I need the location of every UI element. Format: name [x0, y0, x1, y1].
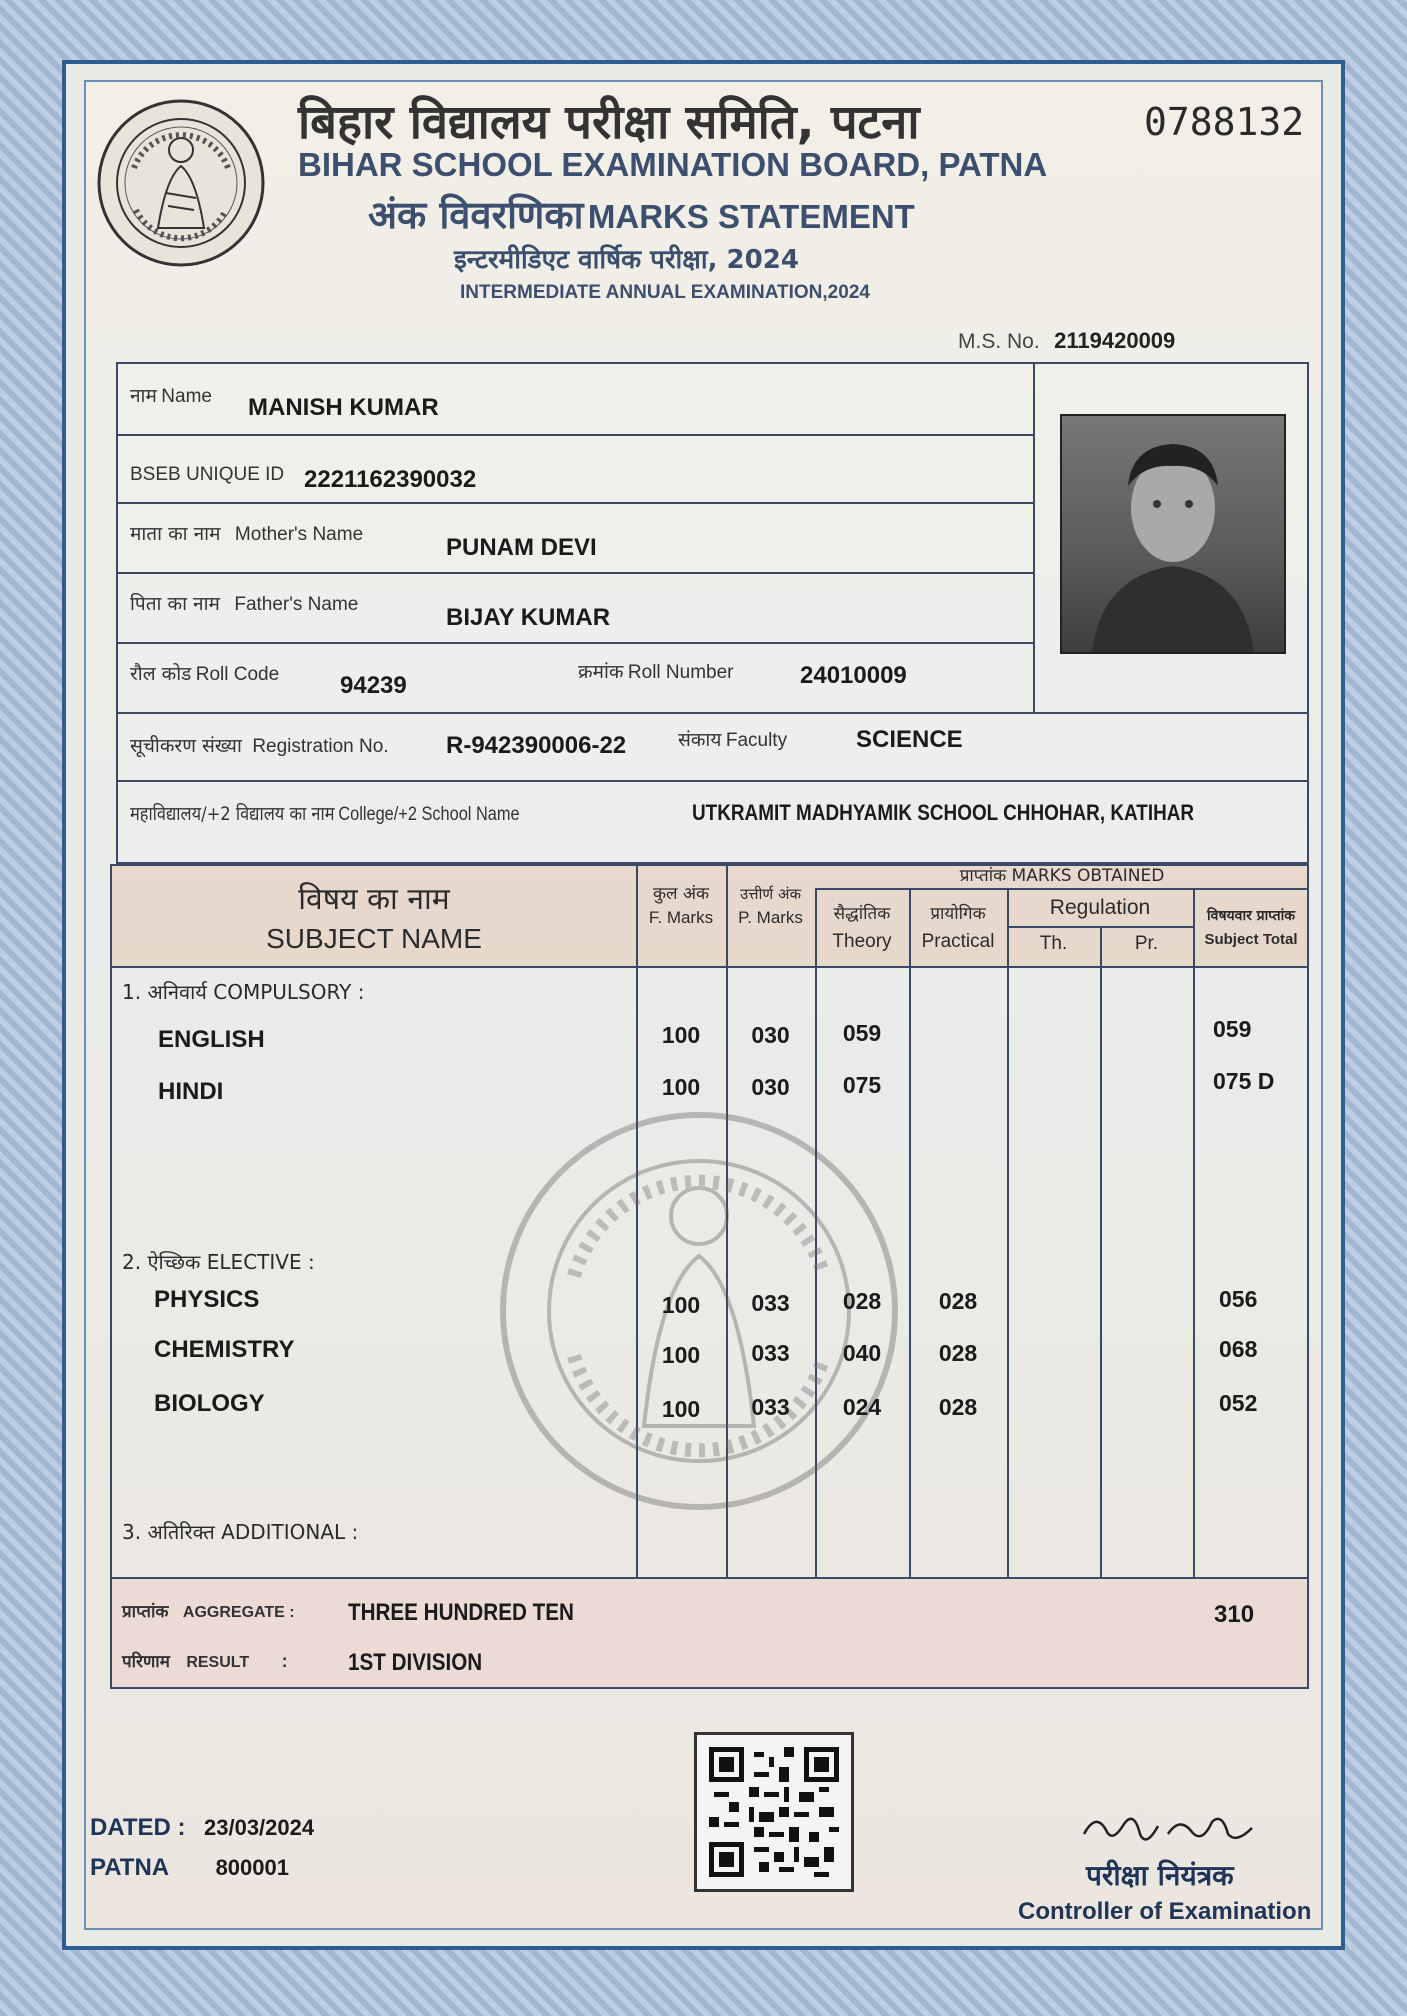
regulation-header: Regulation [1049, 896, 1151, 919]
subject-total: 068 [1219, 1336, 1258, 1362]
theory-marks: 024 [842, 1394, 882, 1420]
registration-label [130, 732, 389, 758]
uid-label: BSEB UNIQUE ID [130, 464, 285, 485]
pass-marks: 033 [751, 1290, 790, 1316]
subject-name: CHEMISTRY [154, 1336, 295, 1363]
subject-name: HINDI [158, 1078, 224, 1105]
controller-title-hindi: परीक्षा नियंत्रक [1086, 1859, 1234, 1892]
result-value: 1ST DIVISION [348, 1649, 483, 1676]
college-label-english: College/+2 School Name [338, 804, 520, 825]
board-seal-logo [96, 98, 266, 268]
subject-name: PHYSICS [154, 1286, 260, 1313]
subject-name: ENGLISH [158, 1026, 265, 1053]
practical-marks: 028 [938, 1288, 978, 1314]
marks-table [110, 864, 1309, 1579]
serial-number: 0788132 [1144, 100, 1305, 144]
roll-code-label-hindi: रौल कोड [130, 663, 192, 685]
roll-code-label [130, 660, 279, 686]
college-name: UTKRAMIT MADHYAMIK SCHOOL CHHOHAR, KATIHAR [692, 800, 1195, 825]
summary-box [110, 1579, 1309, 1689]
exam-title-hindi: इन्टरमीडिएट वार्षिक परीक्षा, 2024 [454, 245, 799, 275]
roll-code: 94239 [340, 672, 407, 699]
roll-code-label-english: Roll Code [195, 664, 280, 685]
father-label-english: Father's Name [234, 594, 359, 615]
result-label-english: RESULT [186, 1654, 250, 1671]
subject-total: 075 D [1213, 1068, 1275, 1094]
practical-marks: 028 [938, 1394, 978, 1420]
additional-heading: 3. अतिरिक्त ADDITIONAL : [122, 1520, 359, 1544]
subject-name: BIOLOGY [154, 1390, 265, 1417]
pin-code: 800001 [215, 1855, 289, 1880]
subject-total: 052 [1219, 1390, 1258, 1416]
roll-number-label [578, 658, 734, 684]
subject-header-hindi: विषय का नाम [298, 882, 450, 917]
practical-marks: 028 [938, 1340, 978, 1366]
full-marks: 100 [661, 1074, 701, 1100]
issue-date: 23/03/2024 [204, 1815, 315, 1840]
place: PATNA [90, 1854, 170, 1881]
roll-number-label-english: Roll Number [627, 662, 734, 683]
pass-marks: 030 [751, 1074, 790, 1100]
theory-marks: 028 [842, 1288, 882, 1314]
father-label [130, 590, 358, 616]
subject-header: SUBJECT NAME [266, 923, 482, 954]
father-label-hindi: पिता का नाम [130, 593, 220, 615]
aggregate-label-english: AGGREGATE : [182, 1604, 295, 1621]
pass-marks-header-hindi: उत्तीर्ण अंक [739, 885, 802, 903]
compulsory-heading: 1. अनिवार्य COMPULSORY : [122, 980, 365, 1004]
father-name: BIJAY KUMAR [446, 604, 611, 631]
statement-title-english: MARKS STATEMENT [587, 198, 915, 235]
exam-title-english: INTERMEDIATE ANNUAL EXAMINATION,2024 [460, 282, 870, 303]
statement-title-hindi: अंक विवरणिका [368, 193, 584, 237]
practical-header-hindi: प्रायोगिक [930, 904, 986, 924]
full-marks-header-hindi: कुल अंक [652, 884, 710, 904]
mother-label-hindi: माता का नाम [130, 523, 221, 545]
college-label-hindi: महाविद्यालय/+2 विद्यालय का नाम [130, 803, 335, 825]
theory-marks: 075 [842, 1072, 882, 1098]
details-box [116, 362, 1309, 864]
date-label: DATED : [90, 1814, 186, 1841]
theory-marks: 040 [842, 1340, 882, 1366]
theory-header: Theory [832, 931, 892, 952]
pass-marks-header: P. Marks [738, 908, 803, 927]
theory-marks: 059 [842, 1020, 882, 1046]
date-line [90, 1814, 314, 1842]
theory-header-hindi: सैद्धांतिक [833, 904, 891, 924]
document-border [62, 60, 1345, 1950]
subject-total-header-hindi: विषयवार प्राप्तांक [1207, 908, 1295, 924]
pass-marks: 033 [751, 1394, 790, 1420]
elective-heading: 2. ऐच्छिक ELECTIVE : [122, 1250, 315, 1274]
regulation-theory-header: Th. [1039, 933, 1068, 954]
unique-id: 2221162390032 [304, 466, 477, 493]
subject-total-header: Subject Total [1204, 931, 1298, 948]
aggregate-label [122, 1599, 295, 1622]
marks-obtained-header: प्राप्तांक MARKS OBTAINED [959, 866, 1165, 886]
mother-name: PUNAM DEVI [446, 534, 597, 561]
controller-signature [1076, 1804, 1266, 1854]
registration-number: R-942390006-22 [446, 732, 627, 759]
name-label: Name [161, 386, 212, 407]
name-label-hindi: नाम [130, 385, 157, 407]
roll-number: 24010009 [800, 662, 907, 689]
student-photo [1060, 414, 1286, 654]
full-marks: 100 [661, 1022, 701, 1048]
faculty-label-hindi: संकाय [678, 729, 722, 751]
pass-marks: 030 [751, 1022, 790, 1048]
faculty-label-english: Faculty [725, 730, 788, 751]
controller-title: Controller of Examination [1018, 1898, 1312, 1925]
regulation-practical-header: Pr. [1134, 933, 1159, 954]
roll-number-label-hindi: क्रमांक [578, 661, 624, 683]
pass-marks: 033 [751, 1340, 790, 1366]
ms-number [958, 328, 1175, 354]
full-marks-header: F. Marks [648, 908, 714, 927]
title-hindi: बिहार विद्यालय परीक्षा समिति, पटना [298, 95, 920, 150]
student-name: MANISH KUMAR [248, 394, 439, 421]
ms-number-value: 2119420009 [1054, 328, 1176, 353]
registration-label-english: Registration No. [252, 736, 389, 757]
aggregate-total: 310 [1214, 1601, 1255, 1628]
result-label [122, 1649, 288, 1672]
mother-label-english: Mother's Name [234, 524, 364, 545]
full-marks: 100 [661, 1342, 701, 1368]
faculty: SCIENCE [856, 726, 963, 753]
college-label [130, 800, 520, 826]
practical-header: Practical [921, 931, 995, 952]
aggregate-in-words: THREE HUNDRED TEN [348, 1599, 574, 1626]
aggregate-label-hindi: प्राप्तांक [122, 1602, 169, 1622]
mother-label [130, 520, 363, 546]
subject-total: 059 [1213, 1016, 1252, 1042]
statement-title [368, 188, 915, 240]
result-label-hindi: परिणाम [122, 1652, 170, 1672]
faculty-label [678, 726, 787, 752]
subject-total: 056 [1219, 1286, 1258, 1312]
qr-code [694, 1732, 854, 1892]
place-line [90, 1854, 289, 1882]
ms-number-label: M.S. No. [958, 330, 1040, 353]
full-marks: 100 [661, 1292, 701, 1318]
title-english: BIHAR SCHOOL EXAMINATION BOARD, PATNA [298, 146, 1048, 183]
result-colon: : [281, 1651, 288, 1671]
registration-label-hindi: सूचीकरण संख्या [130, 735, 242, 757]
full-marks: 100 [661, 1396, 701, 1422]
name-row [130, 382, 212, 408]
document-paper [84, 80, 1323, 1930]
